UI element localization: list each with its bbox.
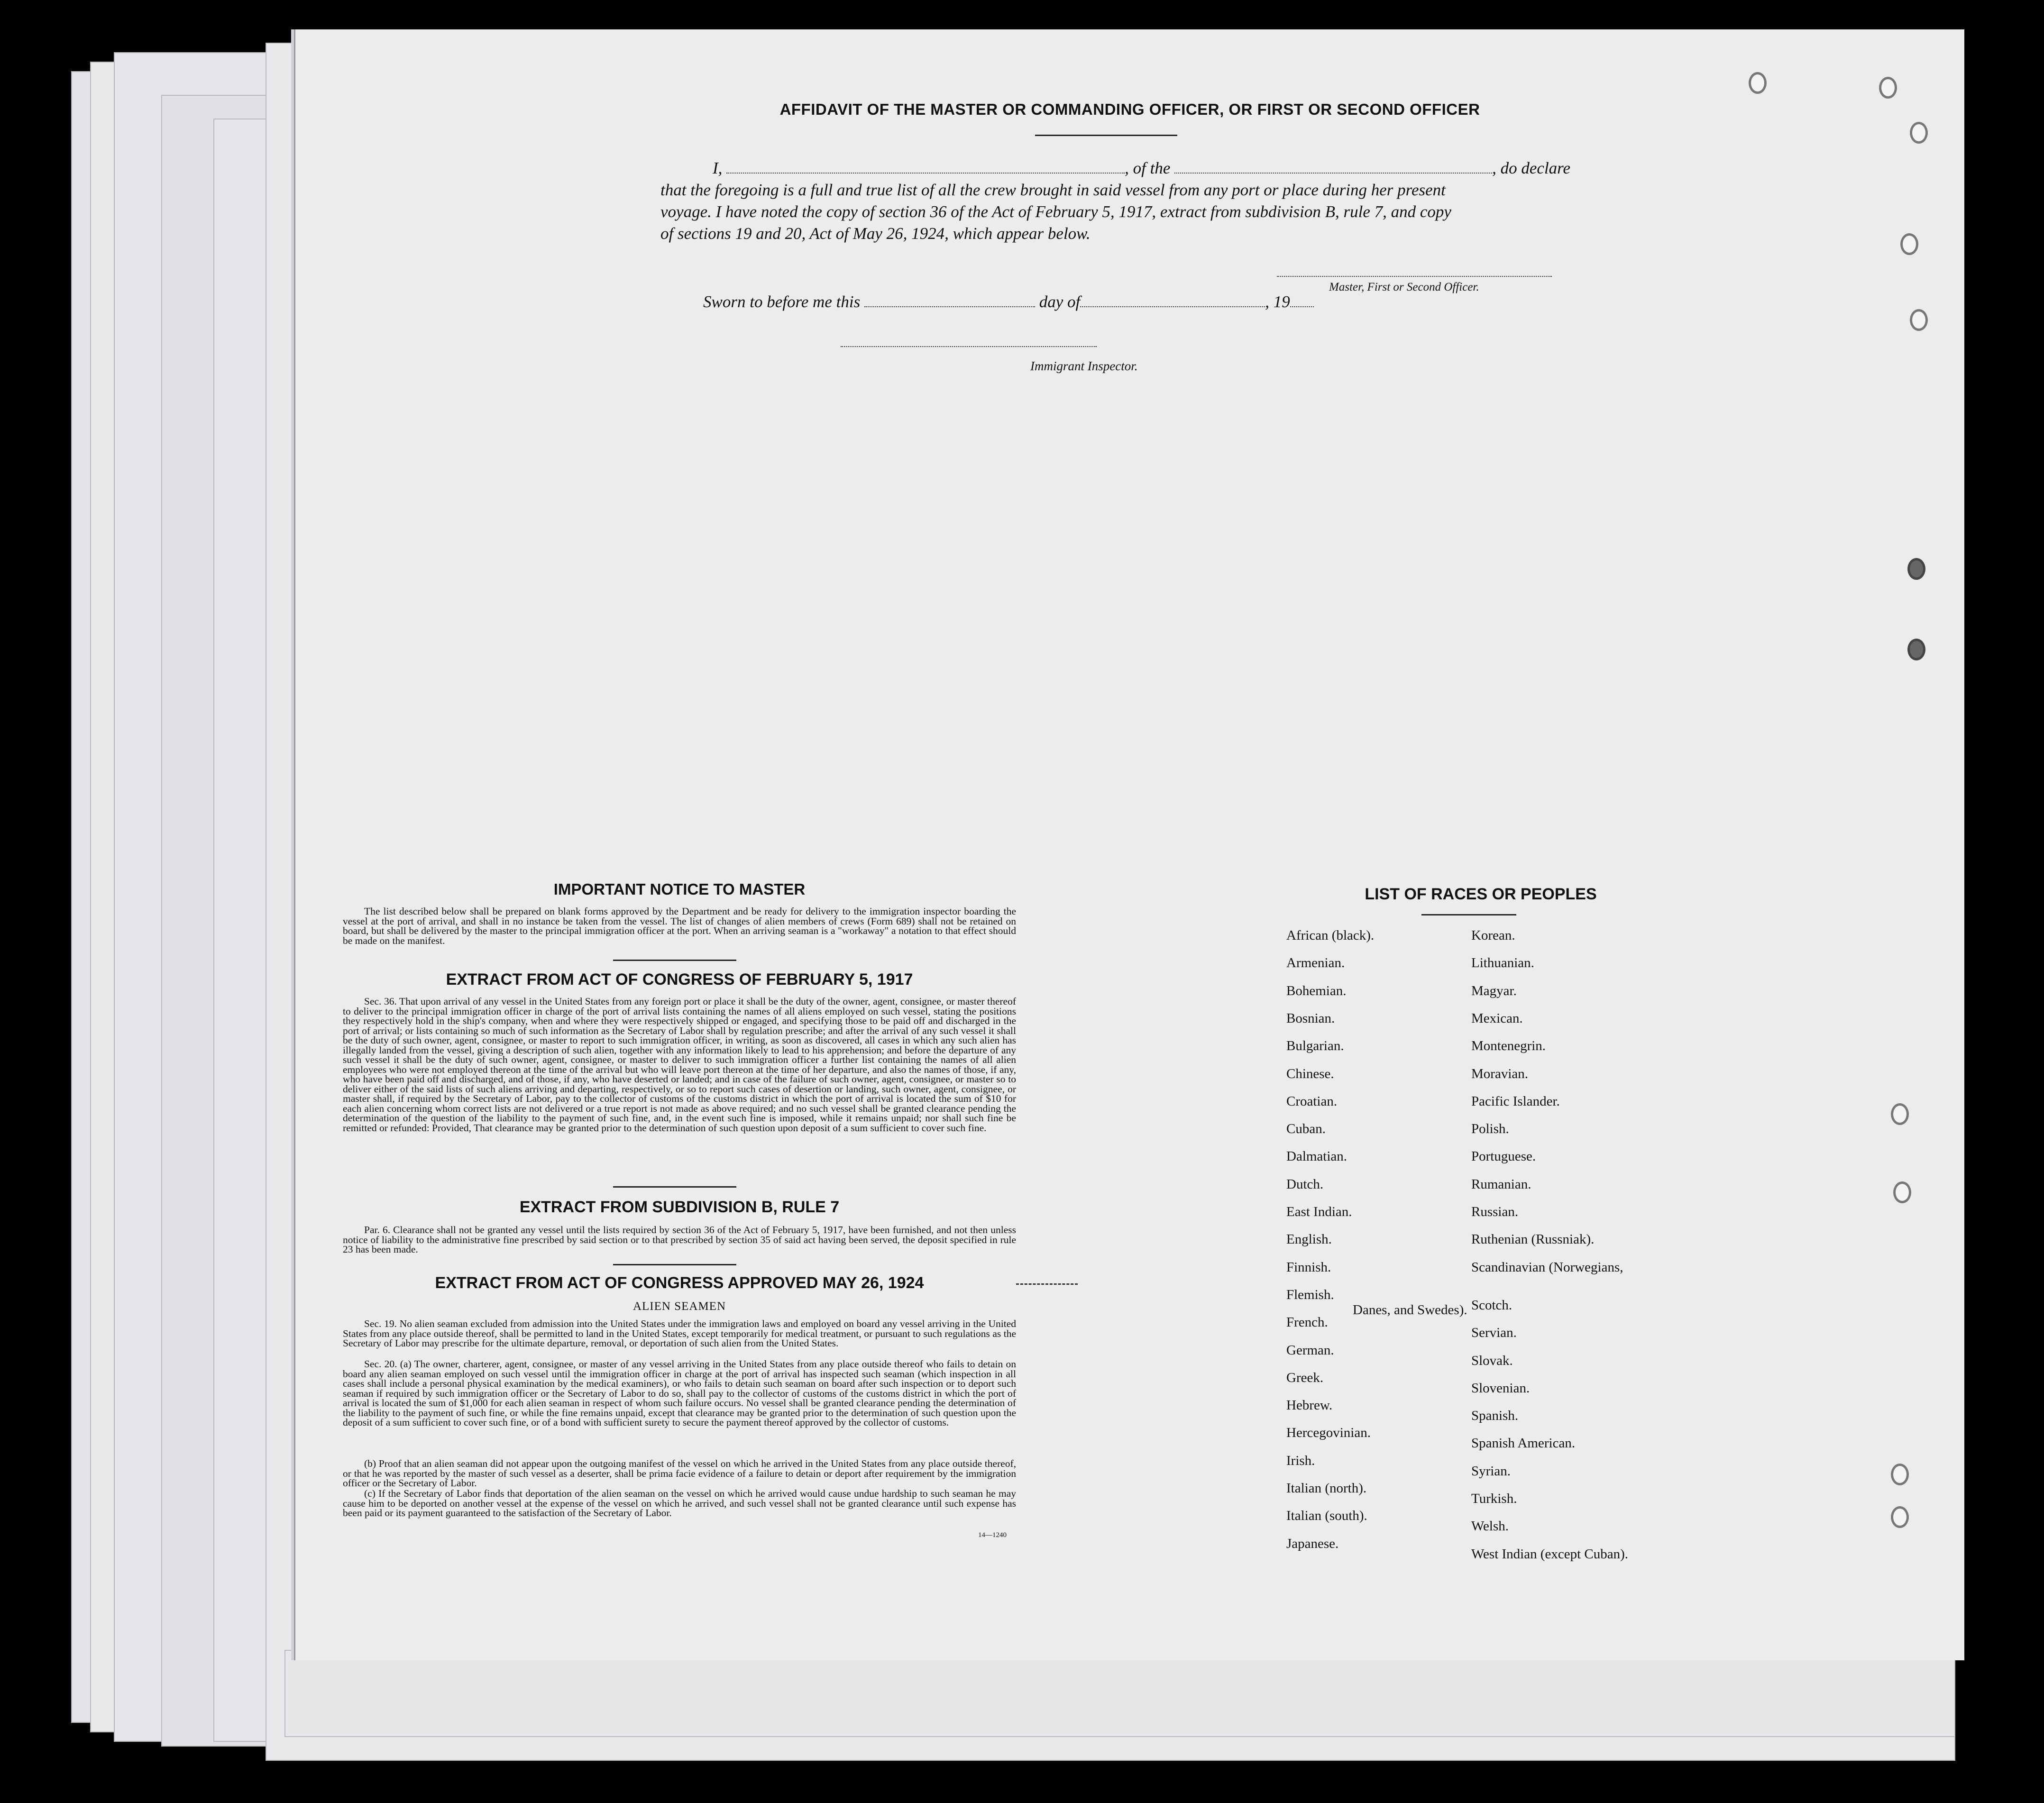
race-item: Slovenian. xyxy=(1471,1380,1530,1396)
sworn-line xyxy=(703,293,1314,311)
divider xyxy=(613,1264,736,1265)
race-item: Magyar. xyxy=(1471,983,1517,998)
race-item: French. xyxy=(1286,1315,1328,1330)
race-item: Spanish. xyxy=(1471,1408,1519,1424)
punch-hole xyxy=(1879,77,1897,99)
form-number: 14—1240 xyxy=(978,1531,1007,1539)
extract-rule7-body: Par. 6. Clearance shall not be granted any vessel until the lists required by section 36 of the Act of February 5, 1917, have been furnished, and not then unless notice of liability to the administrative fine prescribed by said section or to that prescribed by section 35 of said act having been served, the deposit specified in rule 23 has been made. xyxy=(343,1224,1016,1255)
race-item: Korean. xyxy=(1471,928,1515,943)
race-item: Syrian. xyxy=(1471,1463,1511,1479)
divider xyxy=(613,1186,736,1188)
punch-hole xyxy=(1891,1103,1909,1125)
month-blank xyxy=(1080,293,1265,307)
punch-hole xyxy=(1910,122,1928,144)
alien-seamen-subheading: ALIEN SEAMEN xyxy=(632,1300,726,1313)
master-signature-line xyxy=(1277,276,1552,277)
sec19-body: Sec. 19. No alien seaman excluded from admission into the United States under the immigration laws and employed on board any vessel arriving in the United States from any place outside thereof, shall be permitted to land in the United States, except temporarily for medical treatment, or pursuant to such regulations as the Secretary of Labor may prescribe for the ultimate departure, removal, or deportation of such alien from the United States. xyxy=(343,1318,1016,1349)
affidavit-heading: AFFIDAVIT OF THE MASTER OR COMMANDING OFFICER, OR FIRST OR SECOND OFFICER xyxy=(779,101,1480,118)
notice-body: The list described below shall be prepared on blank forms approved by the Department and be ready for delivery to the immigration inspector boarding the vessel at the port of arrival, and shall in no instance be taken from the vessel. The list of changes of alien members of crews (Form 689) shall not be retained on board, but shall be delivered by the master to the principal immigration officer at the port. When an arriving seaman is a "workaway" a notation to that effect should be made on the manifest. xyxy=(343,906,1016,946)
race-item: East Indian. xyxy=(1286,1204,1352,1219)
extract-1917-heading: EXTRACT FROM ACT OF CONGRESS OF FEBRUARY 5, 1917 xyxy=(446,970,913,988)
punch-hole xyxy=(1907,558,1925,580)
race-item: Cuban. xyxy=(1286,1121,1326,1137)
race-item: Servian. xyxy=(1471,1325,1517,1341)
race-item: Italian (north). xyxy=(1286,1481,1367,1496)
race-item: Welsh. xyxy=(1471,1519,1509,1534)
sec20c-body: (c) If the Secretary of Labor finds that deportation of the alien seaman on the vessel on which he arrived would cause undue hardship to such seaman he may cause him to be deported on another vessel at the expense of the vessel on which he arrived, and such vessel shall not be granted clearance until such expense has been paid or its payment guaranteed to the satisfaction of the Secretary of Labor. xyxy=(343,1488,1016,1519)
extract-1917-body: Sec. 36. That upon arrival of any vessel in the United States from any foreign port or place it shall be the duty of the owner, agent, consignee, or master thereof to deliver to the principal immigration officer in charge of the port of arrival lists containing the names of all aliens employed on such vessel, stating the positions they respectively hold in the ship's company, when and where they were respectively shipped or engaged, and specifying those to be paid off and discharged in the port of arrival; or lists containing so much of such information as the Secretary of Labor shall by regulation prescribe; and after the arrival of any such vessel it shall be the duty of such owner, agent, consignee, or master to report to such immigration officer, in writing, as soon as discovered, all cases in which any such alien has illegally landed from the vessel, giving a description of such alien, together with any information likely to lead to his apprehension; and before the departure of any such vessel it shall be the duty of such owner, agent, consignee, or master to deliver to such immigration officer a further list containing the names of all alien employees who were not employed thereon at the time of the arrival but who will leave port thereon at the time of her departure, and also the names of those, if any, who have been paid off and discharged, and of those, if any, who have deserted or landed; and in case of the failure of such owner, agent, consignee, or master so to deliver either of the said lists of such aliens arriving and departing, respectively, or so to report such cases of desertion or landing, such owner, agent, consignee, or master shall, if required by the Secretary of Labor, pay to the collector of customs of the customs district in which the port of arrival is located the sum of $10 for each alien concerning whom correct lists are not delivered or a true report is not made as above required; and no such vessel shall be granted clearance pending the determination of the question of the liability to the payment of such fine, and, in the event such fine is imposed, while it remains unpaid; nor shall such fine be remitted or refunded: Provided, That clearance may be granted prior to the determination of such question upon deposit of a sum sufficient to cover such fine. xyxy=(343,996,1016,1134)
affidavit-line-4: of sections 19 and 20, Act of May 26, 1924, which appear below. xyxy=(660,224,1091,243)
race-item: Dutch. xyxy=(1286,1176,1324,1192)
punch-hole xyxy=(1907,639,1925,660)
race-item: Greek. xyxy=(1286,1370,1324,1385)
affidavit-line-3: voyage. I have noted the copy of section 36 of the Act of February 5, 1917, extract from subdivision B, rule 7, and copy xyxy=(660,202,1451,221)
race-item: Slovak. xyxy=(1471,1353,1513,1368)
name-blank xyxy=(726,159,1125,174)
race-item: Croatian. xyxy=(1286,1093,1338,1109)
affidavit-line-2: that the foregoing is a full and true list of all the crew brought in said vessel from any port or place during her present xyxy=(660,181,1446,199)
sworn-day-of: day of xyxy=(1039,293,1081,311)
race-item: Bohemian. xyxy=(1286,983,1347,998)
race-item: Flemish. xyxy=(1286,1287,1334,1302)
divider xyxy=(1035,135,1177,136)
race-item: Pacific Islander. xyxy=(1471,1093,1560,1109)
race-item: Moravian. xyxy=(1471,1066,1528,1081)
punch-hole xyxy=(1891,1464,1909,1485)
race-item: Hercegovinian. xyxy=(1286,1425,1371,1441)
race-item: Irish. xyxy=(1286,1453,1315,1468)
race-item: Finnish. xyxy=(1286,1259,1331,1275)
race-item: Scotch. xyxy=(1471,1297,1512,1313)
race-item: Dalmatian. xyxy=(1286,1149,1347,1164)
notice-heading: IMPORTANT NOTICE TO MASTER xyxy=(553,880,806,898)
race-item: Hebrew. xyxy=(1286,1398,1333,1413)
sec20a-body: Sec. 20. (a) The owner, charterer, agent, consignee, or master of any vessel arriving in the United States from any place outside thereof who fails to detain on board any alien seaman employed on such vessel until the immigration officer in charge at the port of arrival has inspected such seaman (which inspection in all cases shall include a personal physical examination by the medical examiners), or who fails to detain such seaman on board after such inspection or to deport such seaman if required by such immigration officer or the Secretary of Labor to do so, shall pay to the collector of customs of the customs district in which the port of arrival is located the sum of $1,000 for each alien seaman in respect of whom such failure occurs. No vessel shall be granted clearance pending the determination of the liability to the payment of such fine, or while the fine remains unpaid, except that clearance may be granted prior to the determination of such question upon the deposit of a sum sufficient to cover such fine, or of a bond with sufficient surety to secure the payment thereof approved by the collector of customs. xyxy=(343,1358,1016,1428)
race-item: Russian. xyxy=(1471,1204,1519,1219)
affidavit-do-declare: , do declare xyxy=(1492,159,1571,177)
race-item: Spanish American. xyxy=(1471,1436,1576,1451)
race-item: Polish. xyxy=(1471,1121,1509,1137)
race-item: Armenian. xyxy=(1286,955,1345,971)
race-item: African (black). xyxy=(1286,928,1375,943)
sworn-prefix: Sworn to before me this xyxy=(703,293,861,311)
punch-hole xyxy=(1891,1506,1909,1528)
vessel-blank xyxy=(1174,159,1492,174)
race-item: Ruthenian (Russniak). xyxy=(1471,1232,1595,1247)
punch-hole xyxy=(1910,309,1928,331)
sec20b-body: (b) Proof that an alien seaman did not appear upon the outgoing manifest of the vessel on which he arrived in the United States from any place outside thereof, or that he was reported by the master of such vessel as a deserter, shall be prima facie evidence of a failure to detain or deport after requirement by the immigration officer or the Secretary of Labor. xyxy=(343,1458,1016,1489)
main-document-page xyxy=(294,29,1964,1660)
race-item: Mexican. xyxy=(1471,1010,1523,1026)
stray-mark xyxy=(1016,1283,1078,1285)
race-item: German. xyxy=(1286,1342,1334,1358)
race-item: Bulgarian. xyxy=(1286,1038,1344,1054)
races-heading: LIST OF RACES OR PEOPLES xyxy=(1365,885,1597,903)
extract-1924-heading: EXTRACT FROM ACT OF CONGRESS APPROVED MAY 26, 1924 xyxy=(435,1274,924,1292)
race-item: Chinese. xyxy=(1286,1066,1334,1081)
race-continuation: Danes, and Swedes). xyxy=(1353,1302,1467,1318)
race-item: Rumanian. xyxy=(1471,1176,1531,1192)
punch-hole xyxy=(1893,1181,1911,1203)
stacked-sheet xyxy=(284,1650,1955,1737)
race-item: Scandinavian (Norwegians, xyxy=(1471,1259,1623,1275)
race-item: Japanese. xyxy=(1286,1536,1339,1551)
master-signature-label: Master, First or Second Officer. xyxy=(1329,281,1479,293)
race-item: Lithuanian. xyxy=(1471,955,1534,971)
race-item: Italian (south). xyxy=(1286,1508,1367,1524)
affidavit-i: I, xyxy=(713,159,723,177)
race-item: Montenegrin. xyxy=(1471,1038,1546,1054)
divider xyxy=(1421,914,1516,915)
year-blank xyxy=(1290,293,1314,307)
race-item: Portuguese. xyxy=(1471,1149,1536,1164)
punch-hole xyxy=(1749,72,1767,94)
race-item: English. xyxy=(1286,1232,1332,1247)
inspector-signature-line xyxy=(841,346,1097,347)
affidavit-of-the: , of the xyxy=(1125,159,1171,177)
inspector-label: Immigrant Inspector. xyxy=(1030,359,1138,373)
race-item: West Indian (except Cuban). xyxy=(1471,1546,1629,1562)
divider xyxy=(613,960,736,961)
extract-rule7-heading: EXTRACT FROM SUBDIVISION B, RULE 7 xyxy=(519,1198,840,1216)
race-item: Turkish. xyxy=(1471,1491,1517,1506)
day-blank xyxy=(864,293,1035,307)
sworn-year: , 19 xyxy=(1265,293,1290,311)
affidavit-statement xyxy=(660,157,1950,245)
race-item: Bosnian. xyxy=(1286,1010,1335,1026)
